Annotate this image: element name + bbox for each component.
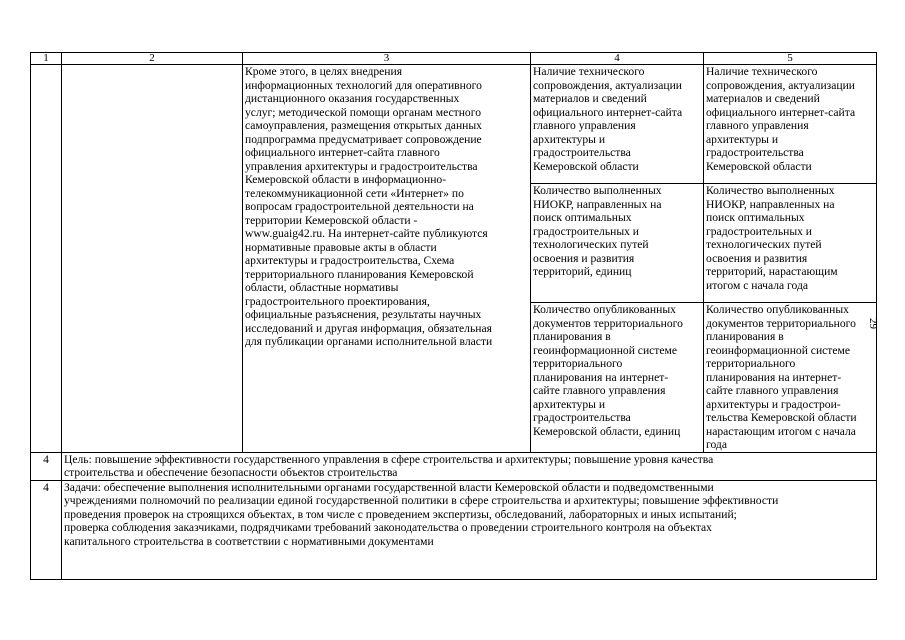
indicator-site-support: Наличие технического сопровождения, актуализации материалов и сведений официального интернет-сайта главного управления архитектуры и градостроительства Кемеровской области — [531, 65, 704, 184]
table-row — [31, 65, 877, 184]
row1-col2 — [62, 65, 243, 453]
header-col-5: 5 — [704, 53, 877, 65]
indicator-published-docs: Количество опубликованных документов территориального планирования в геоинформационной системе территориального планирования на интернет- сайте главного управления архитектуры и градостроительства Кемеровской области, единиц — [531, 303, 704, 453]
header-col-3: 3 — [243, 53, 531, 65]
goal-row-number: 4 — [31, 452, 62, 480]
header-col-1: 1 — [31, 53, 62, 65]
goal-text: Цель: повышение эффективности государственного управления в сфере строительства и архитектуры; повышение уровня качества строительства и обеспечение безопасности объектов строительства — [62, 452, 877, 480]
tasks-row-number: 4 — [31, 480, 62, 579]
indicator-niokr: Количество выполненных НИОКР, направленных на поиск оптимальных градостроительных и технологических путей освоения и развития территорий, единиц — [531, 184, 704, 303]
indicator-published-docs-target: Количество опубликованных документов территориального планирования в геоинформационной системе территориального планирования на интернет- сайте главного управления архитектуры и градострои- тельства Кемеровской области нарастающим итогом с начала года — [704, 303, 877, 453]
header-col-2: 2 — [62, 53, 243, 65]
indicator-site-support-target: Наличие технического сопровождения, актуализации материалов и сведений официального интернет-сайта главного управления архитектуры и градостроительства Кемеровской области — [704, 65, 877, 184]
tasks-text: Задачи: обеспечение выполнения исполнительными органами государственной власти Кемеровской области и подведомственными учреждениями полномочий по реализации единой государственной политики в сфере строительства и архитектуры; повышение эффективности проведения проверок на строящихся объектах, в том числе с проведением экспертизы, обследований, лабораторных и иных испытаний; проверка соблюдения заказчиками, подрядчиками требований законодательства о проведении строительного контроля на объектах капитального строительства в соответствии с нормативными документами — [62, 480, 877, 579]
indicator-niokr-target: Количество выполненных НИОКР, направленных на поиск оптимальных градостроительных и технологических путей освоения и развития территорий, нарастающим итогом с начала года — [704, 184, 877, 303]
page-number: 29 — [867, 318, 879, 329]
table-row — [31, 480, 877, 579]
header-row — [31, 53, 877, 65]
header-col-4: 4 — [531, 53, 704, 65]
row1-col1 — [31, 65, 62, 453]
program-description-cell: Кроме этого, в целях внедрения информационных технологий для оперативного дистанционного оказания государственных услуг; методической помощи органам местного самоуправления, размещения открытых данных подпрограмма предусматривает сопровождение официального интернет-сайта главного управления архитектуры и градостроительства Кемеровской области в информационно- телекоммуникационной сети «Интернет» по вопросам градостроительной деятельности на территории Кемеровской области - www.guaig42.ru. На интернет-сайте публикуются нормативные правовые акты в области архитектуры и градостроительства, Схема территориального планирования Кемеровской области, областные нормативы градостроительного проектирования, официальные разъяснения, результаты научных исследований и другая информация, обязательная для публикации органами исполнительной власти — [243, 65, 531, 453]
program-table — [30, 52, 877, 580]
table-row — [31, 452, 877, 480]
